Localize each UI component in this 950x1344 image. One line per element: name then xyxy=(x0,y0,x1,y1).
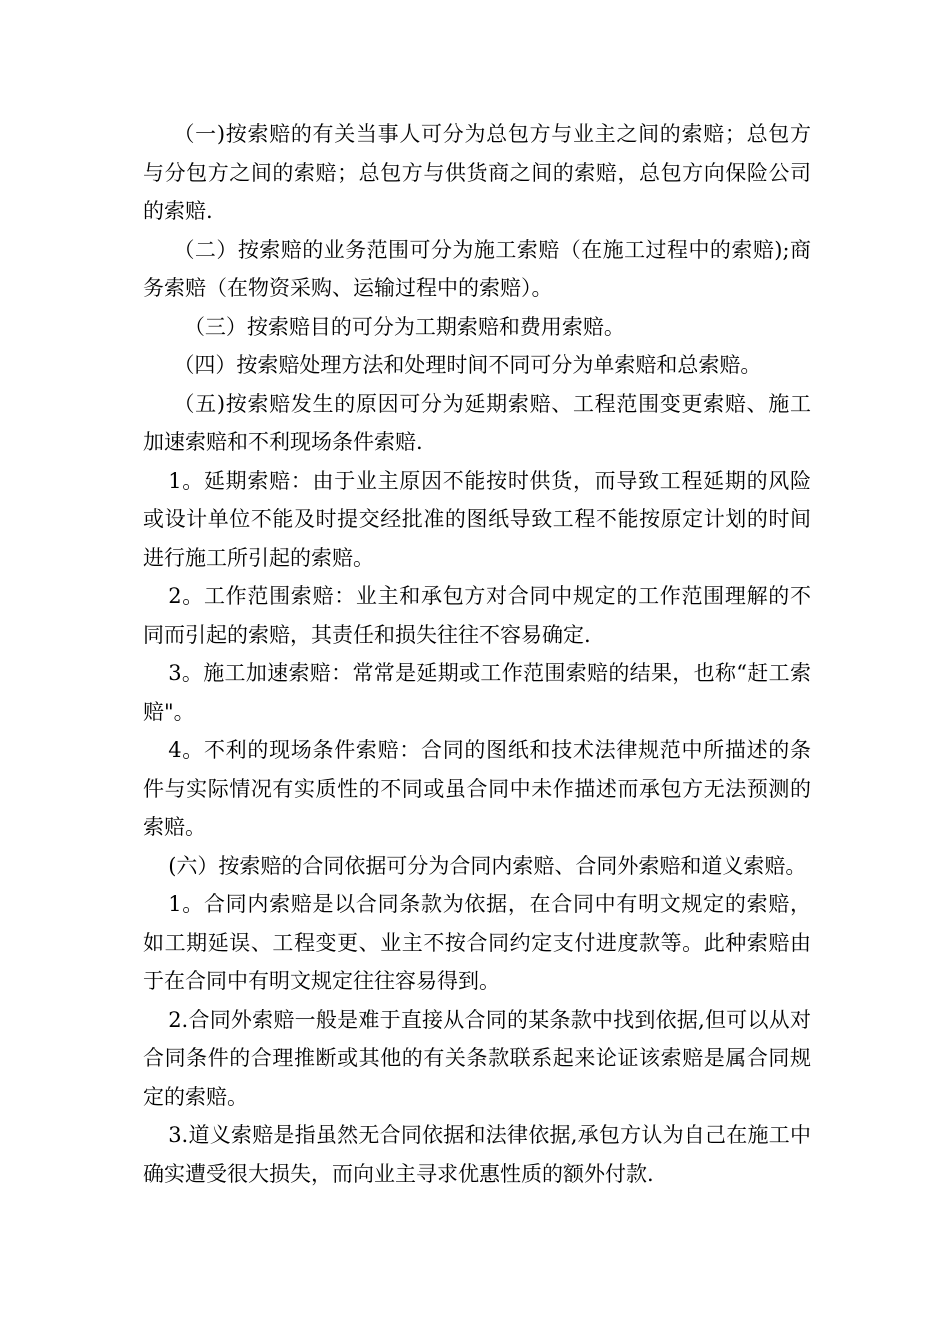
paragraph-contractual-claim: 1。合同内索赔是以合同条款为依据，在合同中有明文规定的索赔，如工期延误、工程变更、业主不按合同约定支付进度款等。此种索赔由于在合同中有明文规定往往容易得到。 xyxy=(143,892,811,993)
paragraph-claim-causes: （五)按索赔发生的原因可分为延期索赔、工程范围变更索赔、施工加速索赔和不利现场条件索赔. xyxy=(143,391,811,454)
paragraph-ex-gratia-claim: 3.道义索赔是指虽然无合同依据和法律依据,承包方认为自己在施工中确实遭受很大损失，而向业主寻求优惠性质的额外付款. xyxy=(143,1123,811,1186)
paragraph-extra-contractual-claim: 2.合同外索赔一般是难于直接从合同的某条款中找到依据,但可以从对合同条件的合理推断或其他的有关条款联系起来论证该索赔是属合同规定的索赔。 xyxy=(143,1007,811,1109)
paragraph-work-scope-claim: 2。工作范围索赔：业主和承包方对合同中规定的工作范围理解的不同而引起的索赔，其责任和损失往往不容易确定. xyxy=(143,584,811,647)
document-body xyxy=(143,115,811,1193)
paragraph-claim-business-scope: （二）按索赔的业务范围可分为施工索赔（在施工过程中的索赔);商务索赔（在物资采购、运输过程中的索赔）。 xyxy=(143,237,811,300)
paragraph-claim-purpose: （三）按索赔目的可分为工期索赔和费用索赔。 xyxy=(183,314,625,339)
paragraph-site-condition-claim: 4。不利的现场条件索赔：合同的图纸和技术法律规范中所描述的条件与实际情况有实质性的不同或虽合同中未作描述而承包方无法预测的索赔。 xyxy=(143,738,811,839)
paragraph-claim-parties: （一)按索赔的有关当事人可分为总包方与业主之间的索赔；总包方与分包方之间的索赔；总包方与供货商之间的索赔，总包方向保险公司的索赔. xyxy=(143,122,811,223)
paragraph-delay-claim: 1。延期索赔：由于业主原因不能按时供货，而导致工程延期的风险或设计单位不能及时提交经批准的图纸导致工程不能按原定计划的时间进行施工所引起的索赔。 xyxy=(143,468,811,570)
paragraph-claim-handling-method: （四）按索赔处理方法和处理时间不同可分为单索赔和总索赔。 xyxy=(173,353,762,377)
paragraph-acceleration-claim: 3。施工加速索赔：常常是延期或工作范围索赔的结果，也称“赶工索赔"。 xyxy=(143,661,811,724)
paragraph-claim-contract-basis: (六）按索赔的合同依据可分为合同内索赔、合同外索赔和道义索赔。 xyxy=(168,853,807,878)
